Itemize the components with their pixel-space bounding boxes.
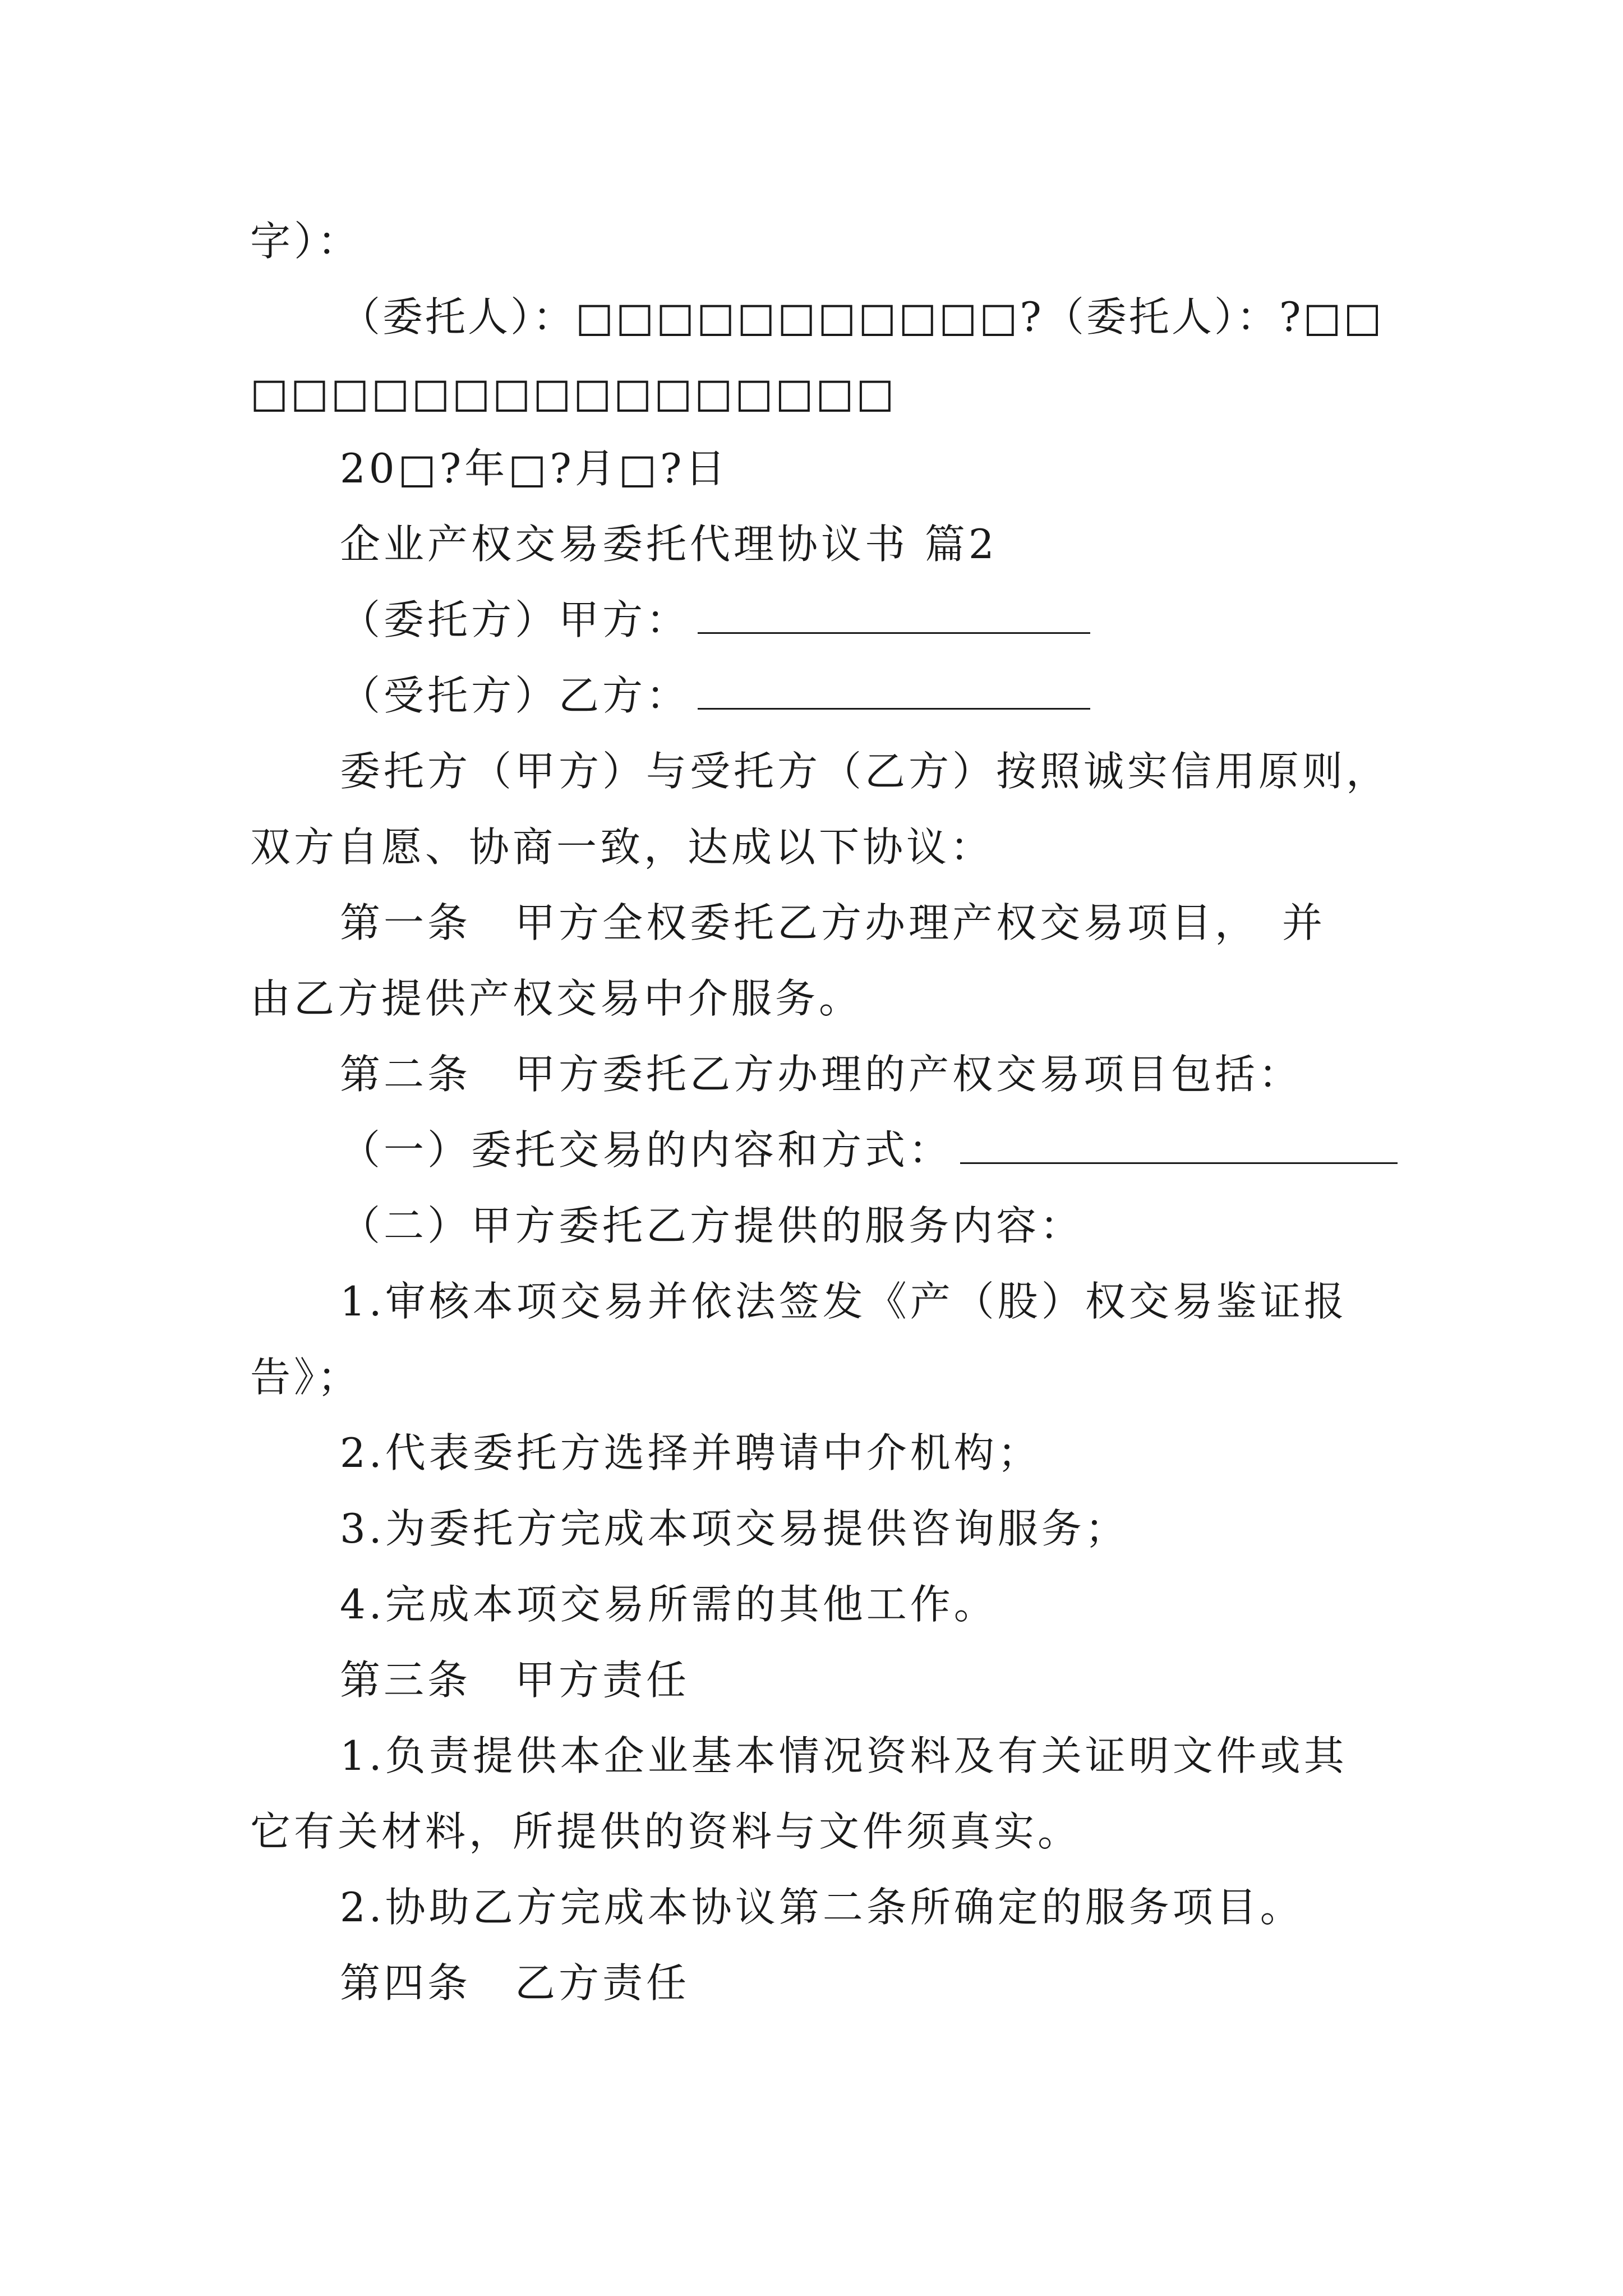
article-1-line-cont: 由乙方提供产权交易中介服务。 bbox=[250, 975, 863, 1022]
party-b-line bbox=[340, 670, 1090, 721]
list-item-line: 4.完成本项交易所需的其他工作。 bbox=[340, 1581, 998, 1628]
article-1-line: 第一条 甲方全权委托乙方办理产权交易项目， 并 bbox=[340, 899, 1326, 946]
date-line: 20□?年□?月□?日 bbox=[340, 445, 729, 492]
item-1-line bbox=[340, 1125, 1398, 1175]
party-a-blank bbox=[698, 596, 1090, 634]
list-item-line: 1.负责提供本企业基本情况资料及有关证明文件或其 bbox=[340, 1732, 1348, 1779]
article-4-heading: 第四条 乙方责任 bbox=[340, 1959, 690, 2007]
party-b-blank bbox=[698, 672, 1090, 710]
section-heading: 企业产权交易委托代理协议书 篇2 bbox=[340, 521, 998, 568]
item-1-label: （一）委托交易的内容和方式： bbox=[340, 1126, 953, 1174]
list-item-line: 2.协助乙方完成本协议第二条所确定的服务项目。 bbox=[340, 1884, 1304, 1931]
party-a-line bbox=[340, 595, 1090, 645]
party-a-label: （委托方）甲方： bbox=[340, 596, 690, 643]
article-3-heading: 第三条 甲方责任 bbox=[340, 1657, 690, 1704]
principal-signature-line-cont: □□□□□□□□□□□□□□□□ bbox=[250, 369, 897, 416]
list-item-line-cont: 它有关材料，所提供的资料与文件须真实。 bbox=[250, 1808, 1082, 1855]
party-b-label: （受托方）乙方： bbox=[340, 672, 690, 719]
paragraph-line: 双方自愿、协商一致，达成以下协议： bbox=[250, 823, 994, 871]
item-1-blank bbox=[960, 1126, 1398, 1164]
text-line: 字）： bbox=[250, 218, 362, 265]
article-2-line: 第二条 甲方委托乙方办理的产权交易项目包括： bbox=[340, 1051, 1303, 1098]
item-2-line: （二）甲方委托乙方提供的服务内容： bbox=[340, 1202, 1084, 1249]
principal-signature-line: （委托人）：□□□□□□□□□□□?（委托人）：?□□ bbox=[340, 293, 1384, 341]
paragraph-line: 委托方（甲方）与受托方（乙方）按照诚实信用原则， bbox=[340, 748, 1390, 795]
list-item-line: 2.代表委托方选择并聘请中介机构； bbox=[340, 1429, 1041, 1476]
list-item-line: 1.审核本项交易并依法签发《产（股）权交易鉴证报 bbox=[340, 1278, 1348, 1325]
list-item-line: 3.为委托方完成本项交易提供咨询服务； bbox=[340, 1505, 1129, 1552]
list-item-line-cont: 告》； bbox=[250, 1354, 362, 1401]
